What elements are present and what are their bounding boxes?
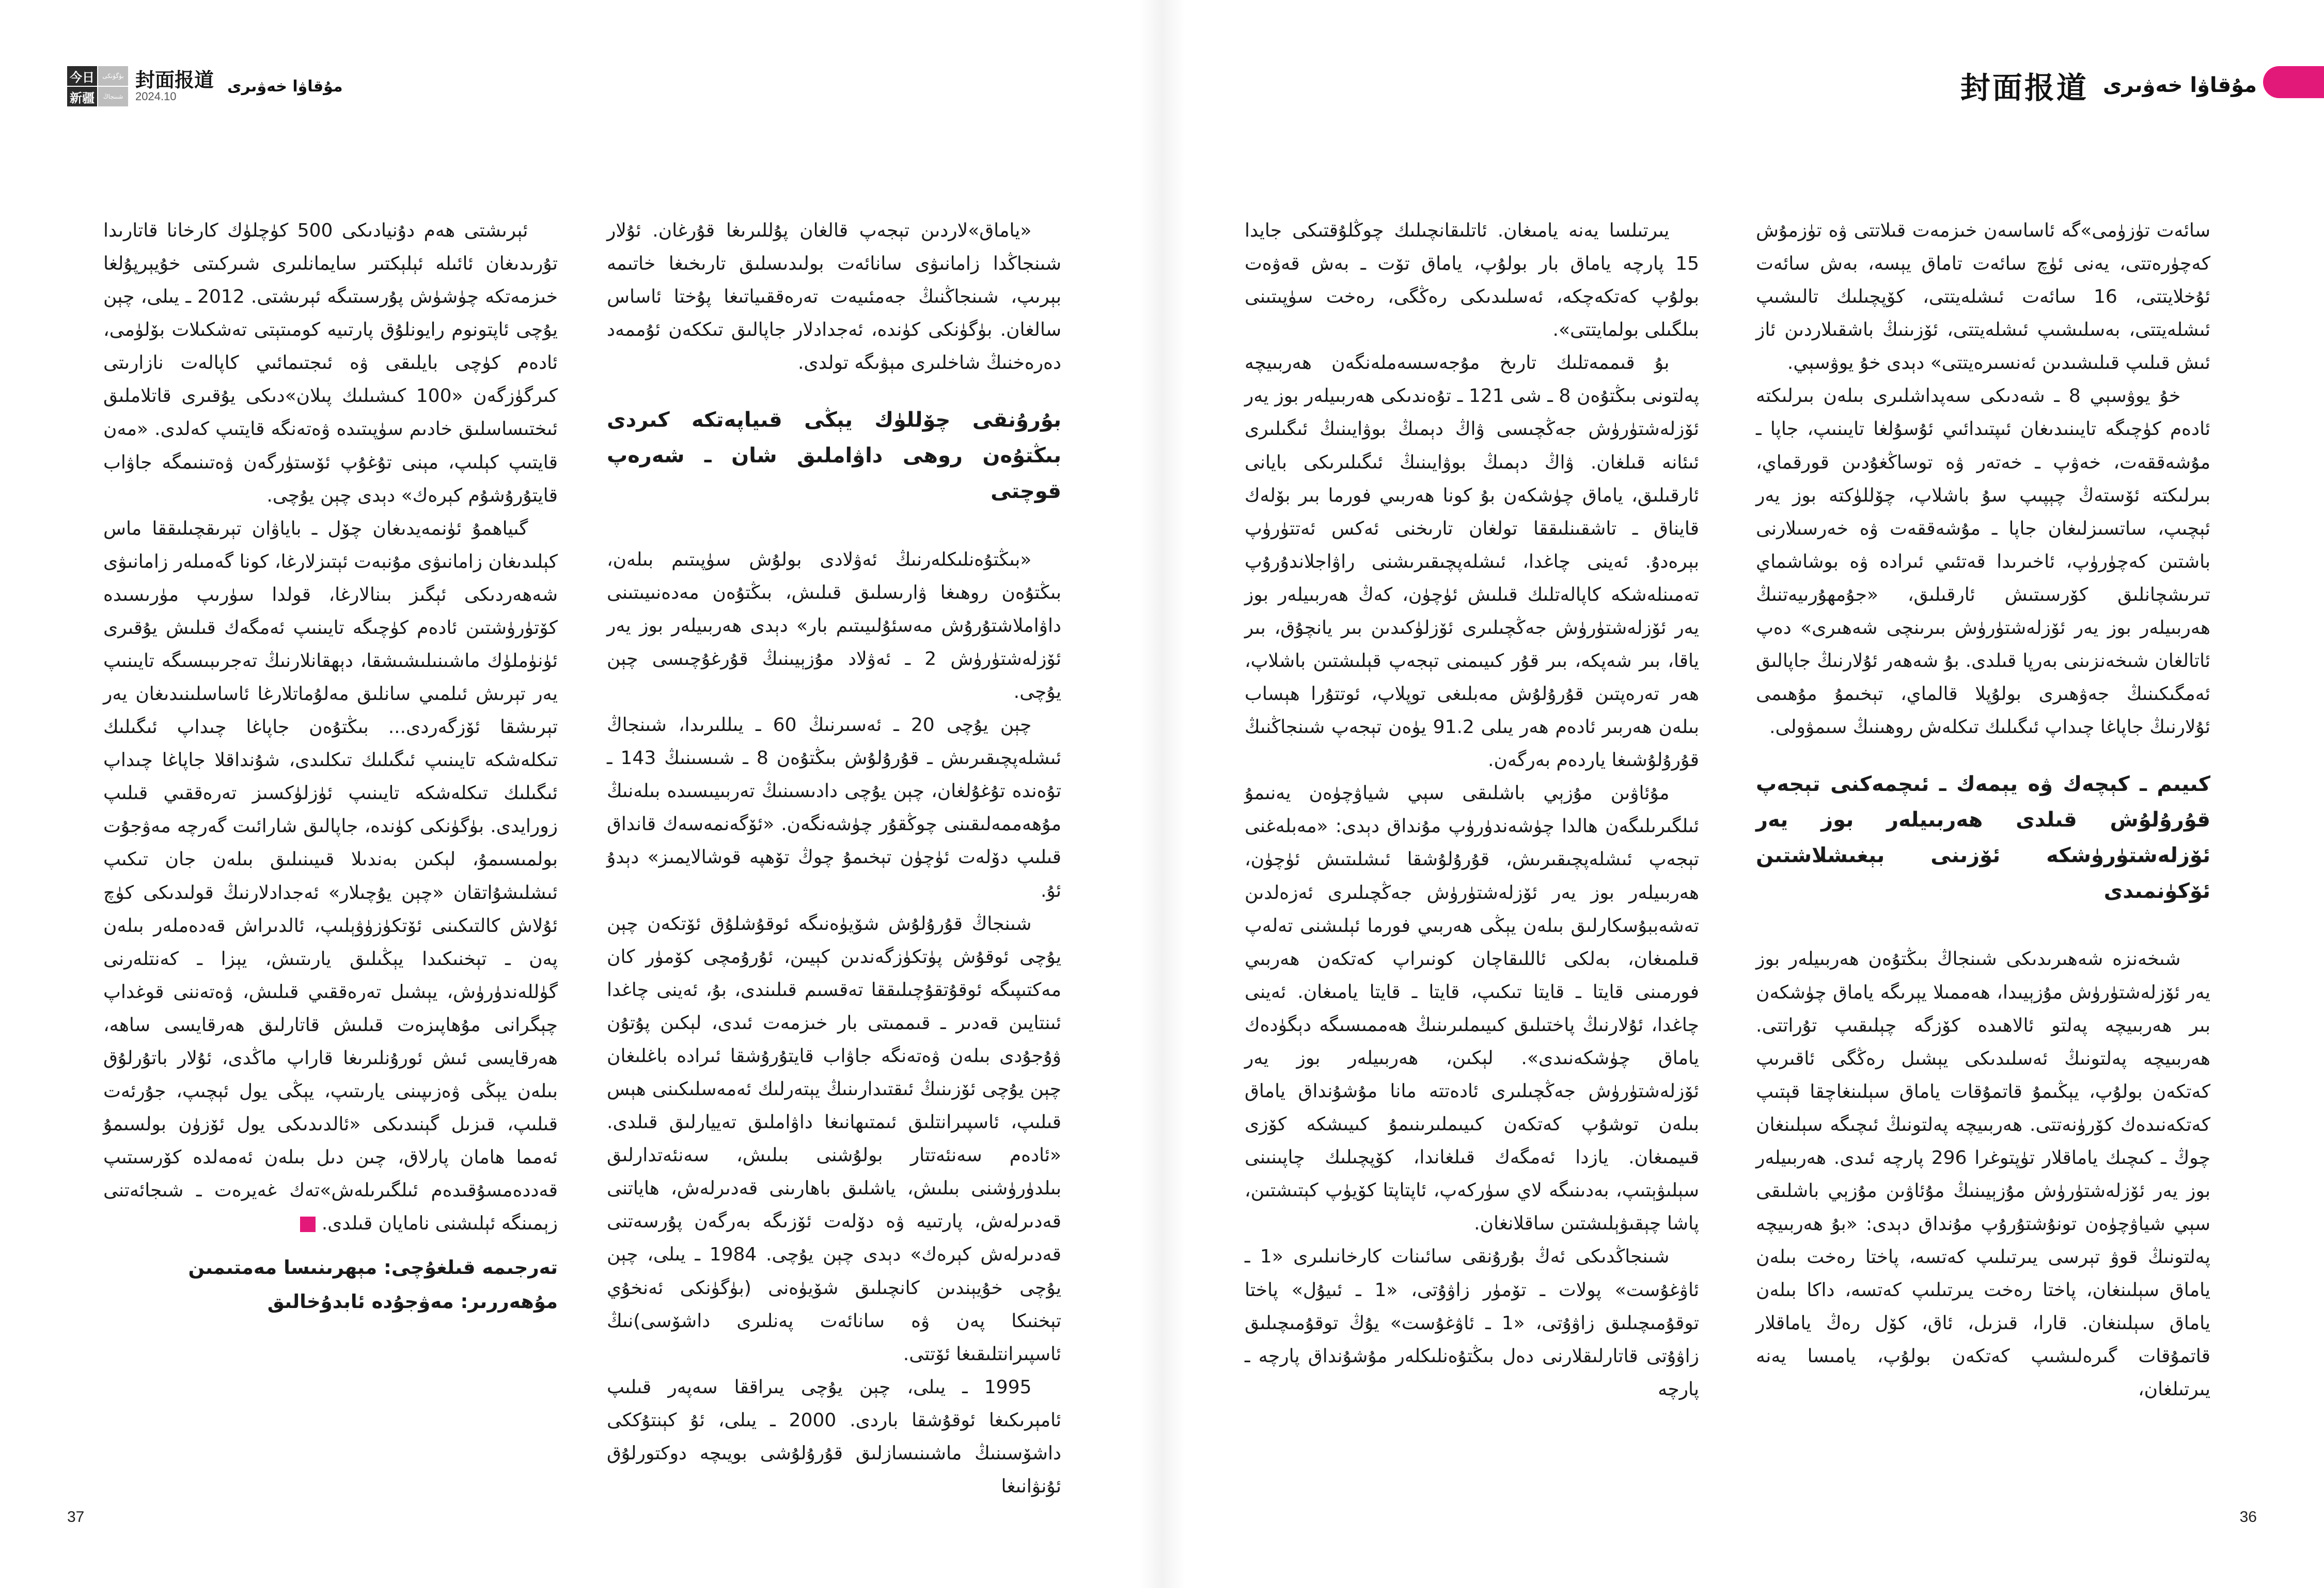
- logo-side-bottom: شىنجاڭ: [98, 87, 128, 106]
- paragraph: خۇ يوۋسېي 8 ـ شەدىكى سەپداشلىرى بىلەن بىرلىكتە ئادەم كۈچىگە تايىنىدىغان ئىپتىدائىي ئۇسۇلغا تايىنىپ، جاپا ـ مۇشەققەت، خەۋپ ـ خەتەر ۋە توساڭغۇدىن قورقماي، بىرلىكتە ئۆستەڭ چېپىپ سۇ باشلاپ، چۆللۈكتە بوز يەر ئېچىپ، ساتسىزلىغان جاپا ـ مۇشەققەت ۋە خەرسىلارنى باشتىن كەچۈرۈپ، ئاخىرىدا قەتئىي ئىرادە ۋە بوشاشماي تىرىشچانلىق كۆرسىتىش ئارقىلىق، «جۇمھۇرىيەتنىڭ ھەربىيلەر بوز يەر ئۆزلەشتۈرۈش بىرىنچى شەھىرى» دەپ ئاتالغان شىخەنزىنى بەرپا قىلدى. بۇ شەھەر ئۇلارنىڭ جاپالىق ئەمگىكىنىڭ جەۋھىرى بولۇپلا قالماي، تېخىمۇ مۇھىمى ئۇلارنىڭ جاپاغا چىداپ ئىگىلىك تىكلەش روھىنىڭ سىمۋولى.: [1756, 385, 2210, 738]
- section-subheading: بۇرۇنقى چۆللۈك يېڭى قىياپەتكە كىردى بىڭتۇەن روھى داۋاملىق شان ـ شەرەپ قوچتى: [607, 408, 1061, 503]
- paragraph: شىنجاڭدىكى ئەڭ بۇرۇنقى سائىنات كارخانىلىرى «1 ـ ئاۋغۇست» پولات ـ تۆمۈر زاۋۇتى، «1 ـ ئىيۇل» پاختا توقۇمىچىلىق زاۋۇتى، «1 ـ ئاۋغۇست» يۇڭ توقۇمىچىلىق زاۋۇتى قاتارلىقلارنى دەل بىڭتۇەنلىكلەر مۇشۇنداق پارچە ـ پارچە: [1245, 1246, 1699, 1400]
- paragraph: شىخەنزە شەھىرىدىكى شىنجاڭ بىڭتۇەن ھەربىيلەر بوز يەر ئۆزلەشتۈرۈش مۇزېيىدا، ھەممىلا يېرىگە ياماق چۈشكەن بىر ھەربىيچە پەلتو ئالاھىدە كۆزگە چېلىقىپ تۇراتتى. ھەربىيچە پەلتونىڭ ئەسلىدىكى يېشىل رەڭگى ئاقىرىپ كەتكەن بولۇپ، يېڭىمۇ قاتمۇقات ياماق سېلىنغاچقا قېتىپ كەتكەنىدەك كۆرۈنەتتى. ھەربىيچە پەلتونىڭ ئىچىگە سېلىنغان چوڭ ـ كىچىك ياماقلار تۈپتوغرا 296 پارچە ئىدى. ھەربىيلەر بوز يەر ئۆزلەشتۈرۈش مۇزېيىنىڭ مۇئاۋىن مۇزېي باشلىقى سېي شياۋچۈەن تونۇشتۇرۇپ مۇنداق دېدى: «بۇ ھەربىيچە پەلتونىڭ قوۋ تېرسى يىرتىلىپ كەتسە، پاختا رەخت بىلەن ياماق سېلىنغان، پاختا رەخت يىرتىلىپ كەتسە، داكا بىلەن ياماق سېلىنغان. قارا، قىزىل، ئاق، كۆل رەڭ ياماقلار قاتمۇقات گىرەلىشىپ كەتكەن بولۇپ، يامىسا يەنە يىرتىلغان،: [1756, 948, 2210, 1400]
- issue-date: 2024.10: [135, 90, 177, 103]
- paragraph: چېن يۇچى 20 ـ ئەسىرنىڭ 60 ـ يىللىرىدا، شىنجاڭ ئىشلەپچىقىرىش ـ قۇرۇلۇش بىڭتۇەن 8 ـ شىسىنىڭ 143 ـ تۇەندە تۇغۇلغان، چېن يۇچى دادىسىنىڭ تەربىيىسىدە بىلەنىڭ مۇھەممەلىقىنى چوڭقۇر چۈشەنگەن. «ئۆگەنمەسەك قانداق قىلىپ دۆلەت ئۈچۈن تېخىمۇ چوڭ تۆھپە قوشالايمىز» دېدۇ ئۇ.: [607, 714, 1061, 901]
- column-r2: [1245, 214, 1699, 1406]
- paragraph: شىنجاڭ قۇرۇلۇش شۆيۈەنىگە ئوقۇشلۇق ئۆتكەن چېن يۇچى ئوقۇش پۈتكۈزگەندىن كېيىن، ئۇرۇمچى كۆمۈر كان مەكتىپىگە ئوقۇتقۇچىلىققا تەقسىم قىلىندى، بۇ، ئەينى چاغدا ئىنتايىن قەدىر ـ قىممىتى بار خىزمەت ئىدى، لېكىن پۇتۇن ۋۇجۇدى بىلەن ۋەتەنگە جاۋاب قايتۇرۇشقا ئىرادە باغلىغان چېن يۇچى ئۆزىنىڭ ئىقتىدارىنىڭ يېتەرلىك ئەمەسلىكىنى ھېس قىلىپ، ئاسپىرانتلىق ئىمتىھانىغا داۋاملىق تەييارلىق قىلدى. «ئادەم سەنئەتتار بولۇشنى بىلىش، سەنئەتدارلىق بىلدۈرۈشنى بىلىش، ياشلىق باھارىنى قەدىرلەش، ھاياتنى قەدىرلەش، پارتىيە ۋە دۆلەت ئۆزىگە بەرگەن پۇرسەتنى قەدىرلەش كېرەك» دېدى چېن يۇچى. 1984 ـ يىلى، چېن يۇچى خۇيېندىن كانچىلىق شۆيۈەنى (بۈگۈنكى ئەنخۇي تېخنىكا پەن ۋە سانائەت پەنلىرى داشۆسى)نىڭ ئاسپىرانتلىقىغا ئۆتتى.: [607, 913, 1061, 1365]
- logo-bottom-text: 新疆: [67, 87, 97, 106]
- paragraph: «بىڭتۇەنلىكلەرنىڭ ئەۋلادى بولۇش سۈپىتىم بىلەن، بىڭتۇەن روھىغا ۋارىسلىق قىلىش، بىڭتۇەن مەدەنىيىتىنى داۋاملاشتۇرۇش مەسئۇلىيىتىم بار» دېدى ھەربىيلەر بوز يەر ئۆزلەشتۈرۈش 2 ـ ئەۋلاد مۇزېيىنىڭ قۇرغۇچىسى چېن يۇچى.: [607, 549, 1061, 703]
- logo-top-text: 今日: [67, 66, 97, 86]
- right-brand-title: 封面报道: [1960, 70, 2089, 105]
- section-subheading: كىيىم ـ كېچەك ۋە يېمەك ـ ئىچمەكنى تېجەپ قۇرۇلۇش قىلدى ھەربىيلەر بوز يەر ئۆزلەشتۈرۈشكە ئۆزىنى بېغىشلاشتىن ئۆكۈنمىدى: [1756, 772, 2210, 903]
- paragraph-text: گىياھمۇ ئۈنمەيدىغان چۆل ـ باياۋان تېرىقچىلىققا ماس كېلىدىغان زامانىۋى مۇنبەت ئېتىزلارغا، كونا گەمىلەر زامانىۋى شەھەردىكى ئېگىز بىنالارغا، قولدا سۈرىپ مۈرىسىدە كۆتۈرۈشتىن ئادەم كۈچىگە تايىنىپ ئەمگەك قىلىش يۇقىرى ئۈنۈملۈك ماشىنىلىشىشقا، دېھقانلارنىڭ تەجرىبىسىگە تايىنىپ يەر تېرىش ئىلمىي سانلىق مەلۇماتلارغا ئاساسلىنىدىغان يەر تېرىشقا ئۆزگەردى... بىڭتۇەن جاپاغا چىداپ ئىگىلىك تىكلەشكە تايىنىپ ئىگىلىك تىكلىدى، شۇنداقلا جاپاغا چىداپ ئىگىلىك تىكلەشكە تايىنىپ ئۈزلۈكسىز تەرەققىي قىلىپ زورايدى. بۈگۈنكى كۈندە، جاپالىق شارائىت گەرچە مەۋجۇت بولمىسىمۇ، لېكىن بەندىلا قىيىنىلىق بىلەن جان تىكىپ ئىشلىشۇاتقان «چېن يۇچىلار» ئەجدادلارنىڭ قولىدىكى كۈچ ئۇلاش كالتىكىنى ئۆتكۈزۈۋېلىپ، ئالدىراش قەدەملەر بىلەن پەن ـ تېخنىكىدا يېڭىلىق يارىتىش، يېزا ـ كەنتلەرنى گۈللەندۈرۈش، يېشىل تەرەققىي قىلىش، ۋەتەننى قوغداپ چېگرانى مۇھاپىزەت قىلىش قاتارلىق ھەرقايسى ساھە، ھەرقايسى ئىش ئورۇنلىرىغا قاراپ ماڭدى، ئۇلار باتۇرلۇق بىلەن يېڭى ۋەزىپىنى يارىتىپ، يېڭى يول ئېچىپ، جۇرئەت قىلىپ، قىزىل گېنىدىكى «ئالدىدىكى يول ئۆزۈن بولسىمۇ ئەمما ھامان پارلاق، چىن دىل بىلەن ئەمەلدە كۆرسىتىپ قەددەمسۇقىدەم ئىلگىرىلەش»تەك غەيرەت ـ شىجائەتنى زېمىنگە ئېلىشنى نامايان قىلدى.: [103, 518, 558, 1235]
- right-header: [1960, 62, 2257, 108]
- section-tab-icon: [2263, 66, 2324, 98]
- paragraph: سائەت تۈزۈمى»گە ئاساسەن خىزمەت قىلاتتى ۋە تۈزمۇش كەچۈرەتتى، يەنى ئۈچ سائەت تاماق يېسە، بەش سائەت ئۇخلايتتى، 16 سائەت ئىشلەيتتى، كۆپچىلىك تالىشىپ ئىشلەيتتى، بەسلىشىپ ئىشلەيتتى، ئۆزىنىڭ باشقىلاردىن ئاز ئىش قىلىپ قىلىشىدىن ئەنسىرەيتتى» دېدى خۇ يوۋسېي.: [1756, 220, 2210, 374]
- translator-credit: تەرجىمە قىلغۇچى: مېھرىنىسا مەمتىمىن: [188, 1256, 558, 1279]
- left-header: [67, 66, 343, 106]
- right-section-title: مۇقاۋا خەۋىرى: [2102, 73, 2257, 97]
- paragraph: بۇ قىممەتلىك تارىخ مۇجەسسەملەنگەن ھەربىيچە پەلتونى بىڭتۇەن 8 ـ شى 121 ـ تۇەندىكى ھەربىيلەر بوز يەر ئۆزلەشتۈرۈش جەڭچىسى ۋاڭ دېمىڭ بوۋايىنىڭ ئىگىلىرى ئىئانە قىلغان. ۋاڭ دېمىڭ بوۋايىنىڭ ئىگىلىرىكى بايانى ئارقىلىق، ياماق چۈشكەن بۇ كونا ھەربىي فورما بىر بۆلەك قايناق ـ تاشقىنلىققا تولغان تارىخنى ئەكس ئەتتۈرۈپ بېرەدۇ. ئەينى چاغدا، ئىشلەپچىقىرىشنى راۋاجلاندۇرۇپ تەمىنلەشكە كاپالەتلىك قىلىش ئۈچۈن، كەڭ ھەربىيلەر بوز يەر ئۆزلەشتۈرۈش جەڭچىلىرى ئۆزلۈكىدىن بىر يانچۇق، بىر ياقا، بىر شەپكە، بىر قۇر كىيىمنى تېجەپ قېلىشتىن باشلاپ، ھەر تەرەپتىن قۇرۇلۇش مەبلىغى توپلاپ، ئوتتۇرا ھېساب بىلەن ھەربىر ئادەم ھەر يىلى 91.2 يۈەن تېجەپ شىنجاڭنىڭ قۇرۇلۇشىغا ياردەم بەرگەن.: [1245, 352, 1699, 771]
- page-number-right: 36: [2239, 1508, 2257, 1525]
- page-number-left: 37: [67, 1508, 85, 1525]
- column-l2: [103, 214, 558, 1319]
- left-brand-box: [135, 70, 214, 103]
- paragraph: «ياماق»لاردىن تېجەپ قالغان پۇللىرىغا قۇرغان. ئۇلار شىنجاڭدا زامانىۋى سانائەت بولىدىسلىق تارىخىغا خاتىمە بېرىپ، شىنجاڭنىڭ جەمئىيەت تەرەققىياتىغا پۇختا ئاساس سالغان. بۈگۈنكى كۈندە، ئەجدادلار جاپالىق تىككەن ئۇممەد دەرەخنىڭ شاخلىرى مېۋىگە تولدى.: [607, 220, 1061, 374]
- paragraph: يىرتىلسا يەنە يامىغان. ئاتلىقانچىلىك چوڭلۇقتىكى جايدا 15 پارچە ياماق بار بولۇپ، ياماق تۆت ـ بەش قەۋەت بولۇپ كەتكەچكە، ئەسلىدىكى رەڭگى، رەخت سۈپىتىنى بىلگىلى بولمايتتى».: [1245, 220, 1699, 341]
- left-section-title: مۇقاۋا خەۋىرى: [227, 77, 343, 96]
- paragraph: 1995 ـ يىلى، چېن يۇچى يىراققا سەپەر قىلىپ ئامېرىكىغا ئوقۇشقا باردى. 2000 ـ يىلى، ئۇ كېنتۇككى داشۆسىنىڭ ماشىنىسازلىق قۇرۇلۇشى بويىچە دوكتورلۇق ئۇنۋانىغا: [607, 1376, 1061, 1497]
- paragraph: ئېرىشتى ھەم دۇنيادىكى 500 كۈچلۈك كارخانا قاتارىدا تۇرىدىغان ئائىلە ئېلېكتىر سايمانلىرى شىركىتى خۇيېرپۇلغا خىزمەتكە چۈشۈش پۇرسىتىگە ئېرىشتى. 2012 ـ يىلى، چېن يۇچى ئاپتونوم رايونلۇق پارتىيە كومىتېتى تەشكىلات بۆلۈمى، ئادەم كۈچى بايلىقى ۋە ئىجتىمائىي كاپالەت نازارىتى كىرگۈزگەن «100 كىشىلىك پىلان»دىكى يۇقىرى قاتلاملىق ئىختىساسلىق خادىم سۈپىتىدە ۋەتەنگە قايتىپ كەلدى. «مەن قايتىپ كېلىپ، مېنى تۇغۇپ ئۆستۈرگەن ۋەتىنىمگە جاۋاب قايتۇرۇشۇم كېرەك» دېدى چېن يۇچى.: [103, 220, 558, 506]
- page-gutter: [1139, 0, 1185, 1588]
- logo-side-top: بۈگۈنكى: [98, 66, 128, 86]
- column-r1: [1756, 214, 2210, 1407]
- paragraph: [103, 512, 558, 1241]
- editor-credit: مۇھەررىر: مەۋجۇدە ئابدۇخالىق: [267, 1290, 558, 1313]
- left-brand-title: 封面报道: [135, 68, 214, 91]
- end-mark-icon: J: [300, 1217, 316, 1232]
- right-page: [1162, 0, 2324, 1588]
- column-l1: [607, 214, 1061, 1503]
- paragraph: مۇئاۋىن مۇزېي باشلىقى سېي شياۋچۈەن يەنىمۇ ئىلگىرىلىگەن ھالدا چۈشەندۈرۈپ مۇنداق دېدى: «مەبلەغنى تېجەپ ئىشلەپچىقىرىش، قۇرۇلۇشقا ئىشلىتىش ئۈچۈن، ھەربىيلەر بوز يەر ئۆزلەشتۈرۈش جەڭچىلىرى ئەزەلدىن تەشەببۇسكارلىق بىلەن يېڭى ھەربىي فورما ئېلىشنى تەلەپ قىلمىغان، بەلكى ئاللىقاچان كونىراپ كەتكەن ھەربىي فورمىنى قايتا ـ قايتا تىكىپ، قايتا ـ قايتا يامىغان. ئەينى چاغدا، ئۇلارنىڭ پاختىلىق كىيىملىرىنىڭ ھەممىسىگە دېگۈدەك ياماق چۈشكەنىدى». لېكىن، ھەربىيلەر بوز يەر ئۆزلەشتۈرۈش جەڭچىلىرى ئادەتتە مانا مۇشۇنداق ياماق بىلەن توشۇپ كەتكەن كىيىملىرىنىمۇ كىيىشكە كۆزى قىيمىغان. يازدا ئەمگەك قىلغاندا، كۆپچىلىك چاپىنىنى سېلىۋېتىپ، بەدىنىگە لاي سۈركەپ، ئاپتاپتا كۆيۈپ كېتىشتىن، پاشا چېقىۋېلىشتىن ساقلانغان.: [1245, 783, 1699, 1235]
- magazine-logo-icon: [67, 66, 128, 106]
